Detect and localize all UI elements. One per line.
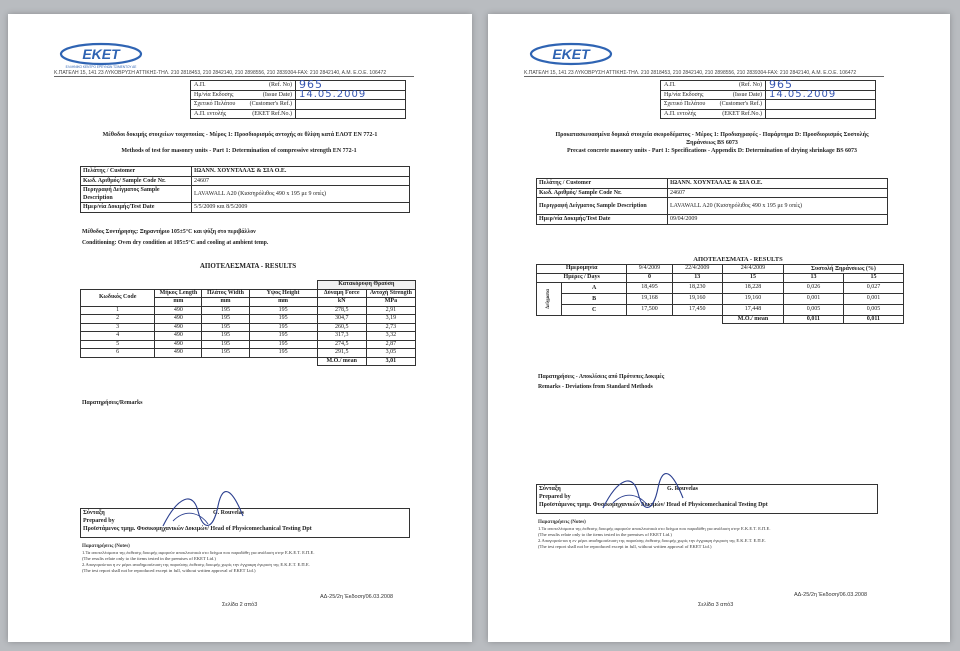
conditioning-english: Conditioning: Oven dry condition at 105±5°C and cooling at ambient temp.: [82, 240, 269, 246]
shrinkage-results-table: [536, 264, 904, 324]
page-number: Σελίδα 3 από3: [698, 602, 734, 608]
mean-row: M.O./ mean 3,01: [81, 357, 416, 366]
table-row: 2 490 195 195 304,7 3,19: [81, 315, 416, 324]
ref-row: Α.Π. εντολής (EKET Ref.No.): [191, 109, 406, 119]
report-title-greek: Μέθοδοι δοκιμής στοιχείων τοιχοποιίας - Μέρος 1: Προσδιορισμός αντοχής σε θλίψη κατά ΕΛΟΤ ΕΝ 772-1: [102, 132, 378, 138]
info-row: Ημερ/νία Δοκιμής/Test Date 5/5/2009 και 8/5/2009: [81, 203, 410, 213]
table-header-row: Κωδικός Code Μήκος Length Πλάτος Width Υψος Height Δύναμη Force Αντοχή Strength: [81, 289, 416, 298]
notes-block: Παρατηρήσεις (Notes) 1.Τα αποτελέσματα της έκθεσης δοκιμής αφορούν αποκλειστικά στο δείγμα που παραδόθη για ανάλυση στην Ε.Κ.Ε.Τ. Ε.Π.Ε. (The results relate only to the items tested in the premises of EKET Ltd.) 2.Απαγορεύεται η εν μέρει αναδημοσίευση της παρούσης έκθεσης δοκιμής χωρίς την έγγραφη έγκριση της Ε.Κ.Ε.Τ. Ε.Π.Ε. (The test report shall not be reproduced except in full, without written approval of EKET Ltd.): [82, 544, 315, 573]
table-row: 5 490 195 195 274,5 2,87: [81, 340, 416, 349]
remarks-english: Remarks - Deviations from Standard Methods: [538, 384, 653, 390]
days-row: Ημέρες / Days 0 13 15 13 15: [537, 274, 904, 283]
table-row: 1 490 195 195 278,5 2,91: [81, 306, 416, 315]
prepared-by-box: Σύνταξη G. Rouvelas Prepared by Προϊστάμενος τμημ. Φυσικομηχανικών Δοκιμών/ Head of Physicomechanical Testing Dpt: [536, 484, 878, 514]
signer-name: G. Rouvelas: [213, 510, 245, 516]
issue-date-handwritten: 14.05.2009: [766, 90, 876, 100]
table-row: 3 490 195 195 260,5 2,73: [81, 323, 416, 332]
reference-table: [190, 80, 406, 119]
mean-row: M.O./ mean 0,011 0,011: [537, 315, 904, 324]
ref-row: Ημ/νία Εκδοσης (Issue Date) 14.05.2009: [191, 90, 406, 100]
notes-block: Παρατηρήσεις (Notes) 1.Τα αποτελέσματα της έκθεσης δοκιμής αφορούν αποκλειστικά στο δείγμα που παραδόθη για ανάλυση στην Ε.Κ.Ε.Τ. Ε.Π.Ε. (The results relate only to the items tested in the premises of EKET Ltd.) 2.Απαγορεύεται η εν μέρει αναδημοσίευση της παρούσης έκθεσης δοκιμής χωρίς την έγγραφη έγκριση της Ε.Κ.Ε.Τ. Ε.Π.Ε. (The test report shall not be reproduced except in full, without written approval of EKET Ltd.): [538, 520, 771, 549]
ref-row: Α.Π. (Ref. No) 965: [191, 81, 406, 91]
report-page-2: [8, 14, 472, 642]
report-title-english: Precast concrete masonry units - Part 1: Specifications - Appendix D: Determination of drying shrinkage BS 6073: [566, 148, 858, 154]
svg-text:EKET: EKET: [82, 46, 120, 62]
page-number: Σελίδα 2 από3: [222, 602, 258, 608]
conditioning-greek: Μέθοδος Συντήρησης: Ξηραντήριο 105±5°C και ψύξη στο περιβάλλον: [82, 229, 256, 235]
report-title-english: Methods of test for masonry units - Part 1: Determination of compressive strength EN 772-1: [121, 148, 357, 154]
ref-row: Σχετικό Πελάτου (Customer's Ref.): [191, 100, 406, 110]
info-row: Περιγραφή Δείγματος Sample Description LAVAWALL A20 (Κισσηρόλιθος 490 x 195 με 9 οπές): [81, 186, 410, 203]
reference-table: [660, 80, 876, 119]
prepared-by-box: Σύνταξη G. Rouvelas Prepared by Προϊστάμενος τμημ. Φυσικομηχανικών Δοκιμών/ Head of Physicomechanical Testing Dpt: [80, 508, 410, 538]
ref-number-handwritten: 965: [296, 81, 406, 91]
sample-info-table: [80, 166, 410, 213]
eket-logo-icon: [58, 42, 144, 70]
form-code: ΑΔ-25/2η Έκδοση/06.03.2008: [320, 594, 394, 600]
company-address: Κ.ΠΑΤΕΛΗ 15, 141 23 ΛΥΚΟΒΡΥΣΗ ΑΤΤΙΚΗΣ-ΤΗΛ. 210 2818453, 210 2842140, 210 2898556, 210 2839304-FAX: 210 2842140, A.M. E.O.E. 106472: [524, 70, 884, 77]
results-heading: ΑΠΟΤΕΛΕΣΜΑΤΑ - RESULTS: [693, 256, 783, 263]
remarks-label: Παρατηρήσεις/Remarks: [82, 400, 143, 406]
info-row: Περιγραφή Δείγματος Sample Description LAVAWALL A20 (Κισσηρόλιθος 490 x 195 με 9 οπές): [537, 198, 888, 215]
table-row: C 17,500 17,450 17,448 0,005 0,005: [537, 304, 904, 315]
signature-icon: [158, 486, 248, 536]
form-code: ΑΔ-25/2η Έκδοση/06.03.2008: [794, 592, 868, 598]
units-row: mm mm mm kN MPa: [81, 298, 416, 307]
table-header-row: Ημερομηνία 9/4/2009 22/4/2009 24/4/2009 Συστολή Ξηράνσεως (%): [537, 265, 904, 274]
results-heading: ΑΠΟΤΕΛΕΣΜΑΤΑ - RESULTS: [199, 262, 297, 270]
info-row: Πελάτης / Customer ΙΩΑΝΝ. ΧΟΥΝΤΑΛΑΣ & ΣΙΑ Ο.Ε.: [537, 179, 888, 189]
eket-logo-icon: [528, 42, 614, 70]
table-row: B 19,168 19,160 19,160 0,001 0,001: [537, 293, 904, 304]
signature-icon: [598, 468, 688, 518]
group-header: Κατακόρυφη Θραύση: [317, 281, 415, 290]
info-row: Κωδ. Αριθμός/ Sample Code Nr. 24607: [537, 188, 888, 198]
report-title-greek: Προκατασκευασμένα δομικά στοιχεία σκυροδέματος - Μέρος 1: Προδιαγραφές - Παράρτημα D: Προσδιορισμός Συστολής Ξηράνσεως BS 6073: [555, 132, 869, 146]
ref-row: Ημ/νία Εκδοσης (Issue Date) 14.05.2009: [661, 90, 876, 100]
compressive-results-table: [80, 280, 416, 366]
ref-row: Σχετικό Πελάτου (Customer's Ref.): [661, 100, 876, 110]
info-row: Κωδ. Αριθμός/ Sample Code Nr. 24607: [81, 176, 410, 186]
ref-number-handwritten: 965: [766, 81, 876, 91]
remarks-greek: Παρατηρήσεις - Αποκλίσεις από Πρότυπες Δοκιμές: [538, 374, 665, 380]
info-row: Πελάτης / Customer ΙΩΑΝΝ. ΧΟΥΝΤΑΛΑΣ & ΣΙΑ Ο.Ε.: [81, 167, 410, 177]
sample-info-table: [536, 178, 888, 225]
svg-text:EKET: EKET: [552, 46, 590, 62]
ref-row: Α.Π. εντολής (EKET Ref.No.): [661, 109, 876, 119]
info-row: Ημερ/νία Δοκιμής/Test Date 09/04/2009: [537, 215, 888, 225]
table-row: 4 490 195 195 317,3 3,32: [81, 332, 416, 341]
issue-date-handwritten: 14.05.2009: [296, 90, 406, 100]
ref-row: Α.Π. (Ref. No) 965: [661, 81, 876, 91]
svg-text:ΕΛΛΗΝΙΚΟ ΚΕΝΤΡΟ ΕΡΕΥΝΩΝ ΤΣΙΜΕΝ: ΕΛΛΗΝΙΚΟ ΚΕΝΤΡΟ ΕΡΕΥΝΩΝ ΤΣΙΜΕΝΤΟΥ ΑΕ: [65, 65, 137, 69]
company-address: Κ.ΠΑΤΕΛΗ 15, 141 23 ΛΥΚΟΒΡΥΣΗ ΑΤΤΙΚΗΣ-ΤΗΛ. 210 2818453, 210 2842140, 210 2898556, 210 2839304-FAX: 210 2842140, A.M. E.O.E. 106472: [54, 70, 414, 77]
table-row: 6 490 195 195 291,5 3,05: [81, 349, 416, 358]
report-page-3: [488, 14, 950, 642]
table-row: Δείγματα A 18,495 18,230 18,228 0,026 0,027: [537, 282, 904, 293]
signer-name: G. Rouvelas: [667, 486, 699, 492]
